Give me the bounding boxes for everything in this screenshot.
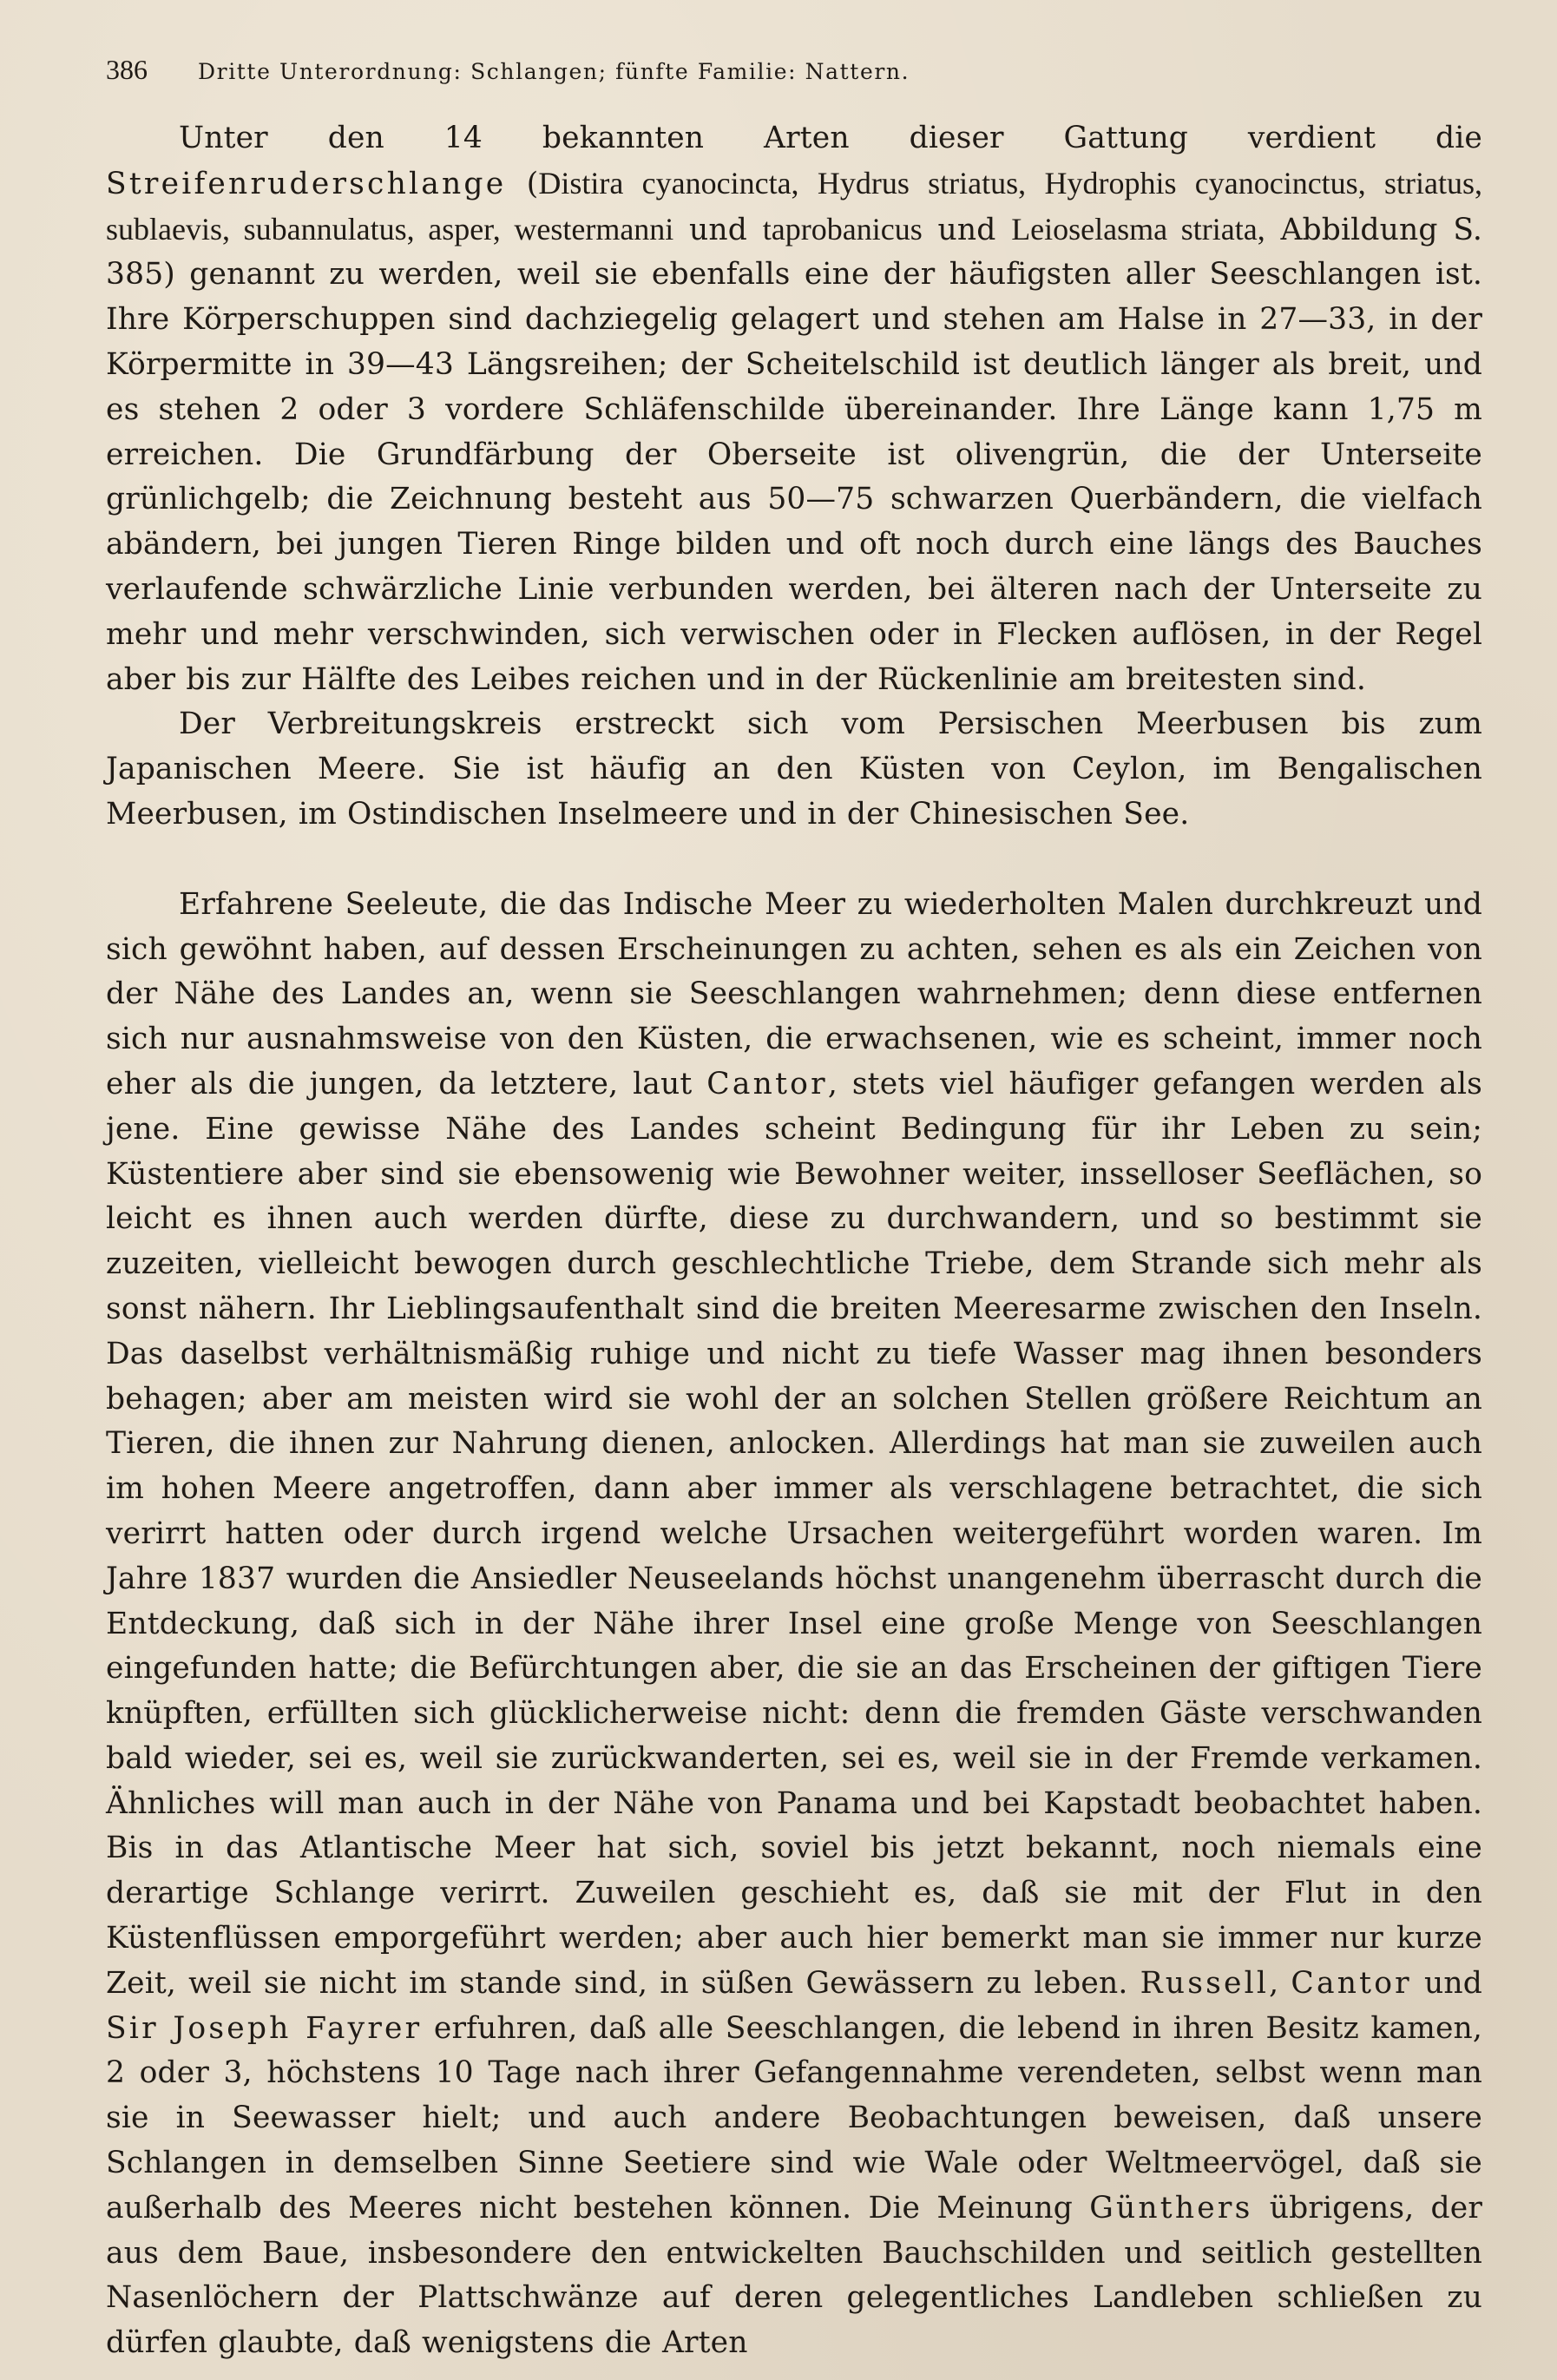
author-name: Russell — [1140, 1965, 1270, 2001]
latin-synonym: taprobanicus — [762, 211, 923, 247]
latin-synonyms: Distira cyanocincta, Hydrus striatus, Hydrophis cyanocinctus, striatus, sublaevis, subannulatus, asper, westermanni — [106, 165, 1482, 247]
author-name: Cantor — [706, 1066, 828, 1101]
text-run: ( — [506, 166, 539, 201]
paragraph-2: Der Verbreitungskreis erstreckt sich vom Persischen Meerbusen bis zum Japanischen Meere. Sie ist häufig an den Küsten von Ceylon, im Bengalischen Meerbusen, im Ostindischen Inselmeere und in der Chinesischen See. — [106, 707, 1482, 832]
author-name: Cantor — [1291, 1965, 1412, 2001]
running-head — [106, 54, 1482, 116]
paragraph-3 — [106, 883, 1482, 2366]
paragraph-1 — [106, 116, 1482, 702]
text-run: und — [1411, 1965, 1482, 2001]
text-run: erfuhren, daß alle Seeschlangen, die lebend in ihren Besitz kamen, 2 oder 3, höchstens 10 Tage nach ihrer Gefangennahme verendeten, selbst wenn man sie in Seewasser hielt; und auch andere Beobachtungen beweisen, daß unsere Schlangen in demselben Sinne Seetiere sind wie Wale oder Weltmeervögel, daß sie außerhalb des Meeres nicht bestehen können. Die Meinung — [106, 2010, 1483, 2225]
text-run: Erfahrene Seeleute, die das Indische Meer zu wiederholten Malen durchkreuzt und sich gewöhnt haben, auf dessen Erscheinungen zu achten, sehen es als ein Zeichen von der Nähe des Landes an, wenn sie Seeschlangen wahrnehmen; denn diese entfernen sich nur ausnahmsweise von den Küsten, die erwachsenen, wie es scheint, immer noch eher als die jungen, da letztere, laut — [106, 886, 1482, 1101]
text-run: , — [1269, 1965, 1291, 2001]
author-name: Sir Joseph Fayrer — [106, 2010, 423, 2046]
body-text — [106, 116, 1482, 2366]
section-gap — [106, 838, 1482, 883]
latin-synonym: Leioselasma striata, — [1011, 211, 1265, 247]
text-run: Unter den 14 bekannten Arten dieser Gattung verdient die — [179, 121, 1482, 155]
text-run: , stets viel häufiger gefangen werden als jene. Eine gewisse Nähe des Landes scheint Bedingung für ihr Leben zu sein; Küstentiere aber sind sie ebensowenig wie Bewohner weiter, insselloser Seeflächen, so leicht es ihnen auch werden dürfte, diese zu durchwandern, und so bestimmt sie zuzeiten, vielleicht bewogen durch geschlechtliche Triebe, dem Strande sich mehr als sonst nähern. Ihr Lieblingsaufenthalt sind die breiten Meeresarme zwischen den Inseln. Das daselbst verhältnismäßig ruhige und nicht zu tiefe Wasser mag ihnen besonders behagen; aber am meisten wird sie wohl der an solchen Stellen größere Reichtum an Tieren, die ihnen zur Nahrung dienen, anlocken. Allerdings hat man sie zuweilen auch im hohen Meere angetroffen, dann aber immer als verschlagene betrachtet, die sich verirrt hatten oder durch irgend welche Ursachen weitergeführt worden waren. Im Jahre 1837 wurden die Ansiedler Neuseelands höchst unangenehm überrascht durch die Entdeckung, daß sich in der Nähe ihrer Insel eine große Menge von Seeschlangen eingefunden hatte; die Befürchtungen aber, die sie an das Erscheinen der giftigen Tiere knüpften, erfüllten sich glücklicherweise nicht: denn die fremden Gäste verschwanden bald wieder, sei es, weil sie zurückwanderten, sei es, weil sie in der Fremde verkamen. Ähnliches will man auch in der Nähe von Panama und bei Kapstadt beobachtet haben. Bis in das Atlantische Meer hat sich, soviel bis jetzt bekannt, noch niemals eine derartige Schlange verirrt. Zuweilen geschieht es, daß sie mit der Flut in den Küstenflüssen emporgeführt werden; aber auch hier bemerkt man sie immer nur kurze Zeit, weil sie nicht im stande sind, in süßen Gewässern zu leben. — [106, 1066, 1482, 2001]
text-run: übrigens, der aus dem Baue, insbesondere den entwickelten Bauchschilden und seitlich gestellten Nasenlöchern der Plattschwänze auf deren gelegentliches Landleben schließen zu dürfen glaubte, daß wenigstens die Arten — [106, 2190, 1482, 2361]
running-head-title: Dritte Unterordnung: Schlangen; fünfte Familie: Nattern. — [198, 59, 910, 84]
author-name: Günthers — [1089, 2190, 1253, 2225]
species-name: Streifenruderschlange — [106, 166, 507, 201]
page-number: 386 — [106, 54, 148, 85]
text-run: Abbildung S. 385) genannt zu werden, weil sie ebenfalls eine der häufigsten aller Seeschlangen ist. Ihre Körperschuppen sind dachziegelig gelagert und stehen am Halse in 27—33, in der Körpermitte in 39—43 Längsreihen; der Scheitelschild ist deutlich länger als breit, und es stehen 2 oder 3 vordere Schläfenschilde übereinander. Ihre Länge kann 1,75 m erreichen. Die Grundfärbung der Oberseite ist olivengrün, die der Unterseite grünlichgelb; die Zeichnung besteht aus 50—75 schwarzen Querbändern, die vielfach abändern, bei jungen Tieren Ringe bilden und oft noch durch eine längs des Bauches verlaufende schwärzliche Linie verbunden werden, bei älteren nach der Unterseite zu mehr und mehr verschwinden, sich verwischen oder in Flecken auflösen, in der Regel aber bis zur Hälfte des Leibes reichen und in der Rückenlinie am breitesten sind. — [106, 212, 1482, 697]
text-run: und — [673, 212, 763, 247]
text-run: und — [922, 212, 1012, 247]
